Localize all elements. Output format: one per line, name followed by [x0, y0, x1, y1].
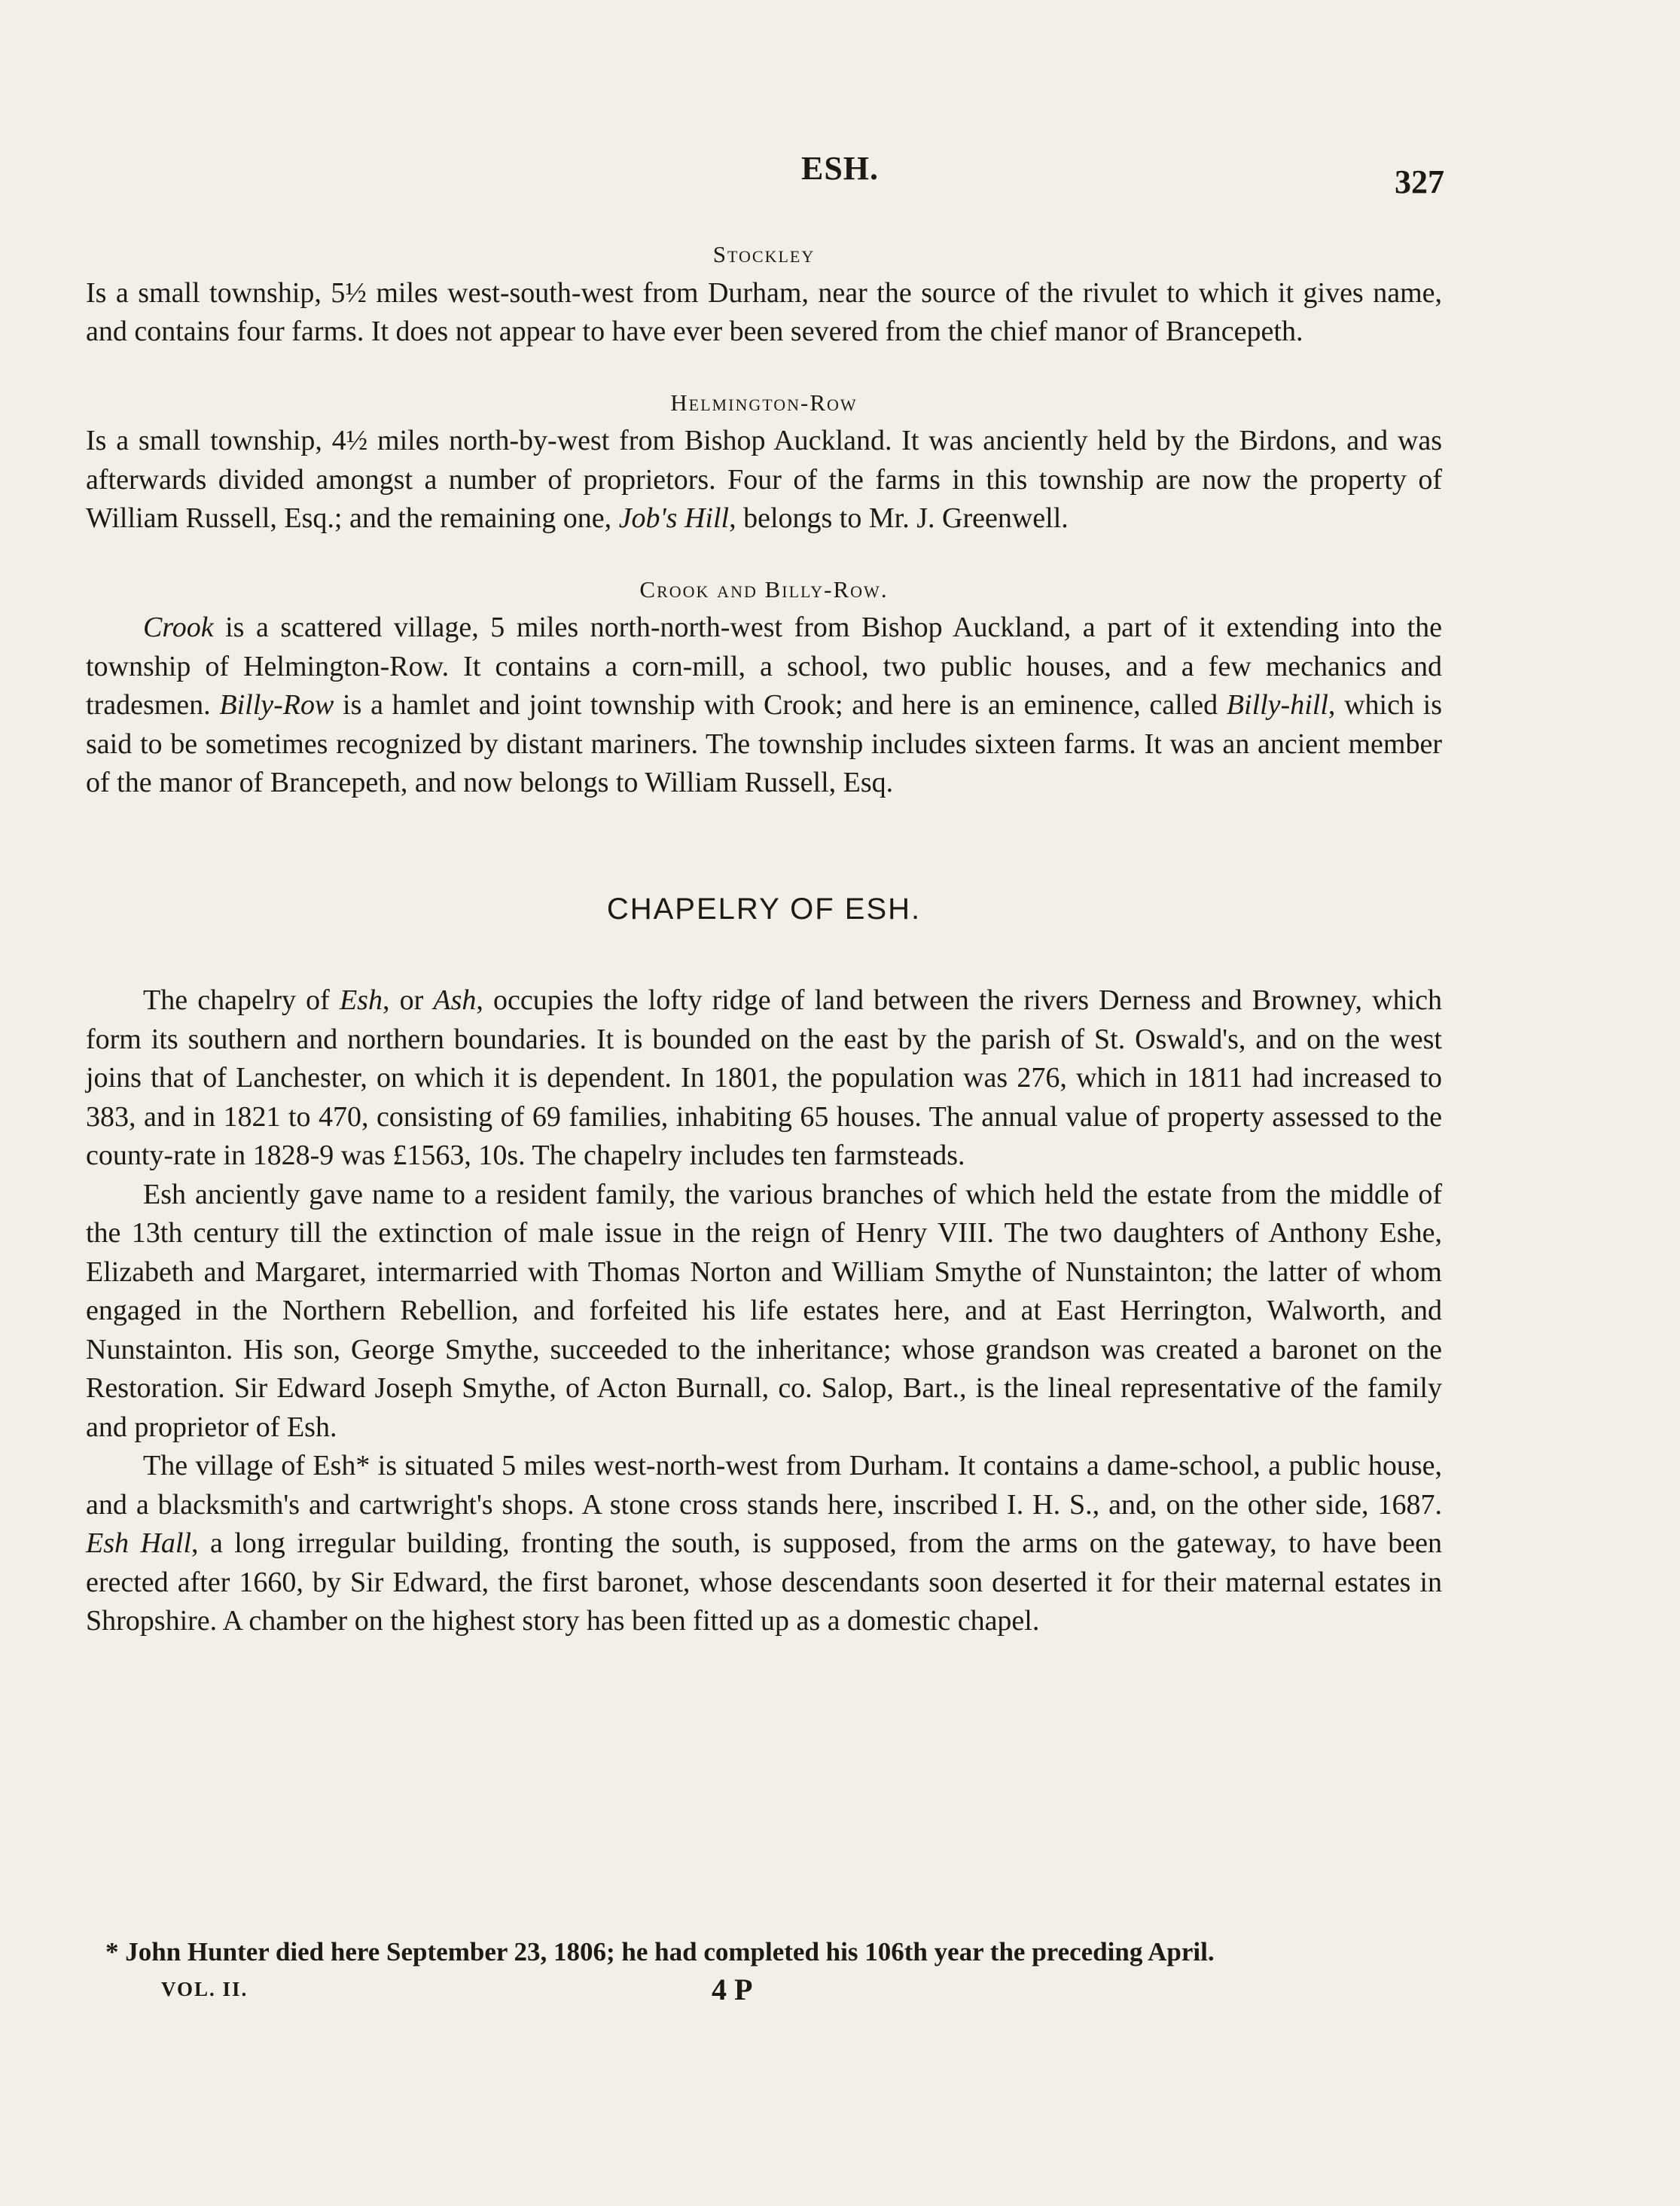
place-name-esh-hall: Esh Hall [86, 1527, 191, 1559]
paragraph-chapelry-1: The chapelry of Esh, or Ash, occupies the lofty ridge of land between the rivers Derness and Browney, which form its southern and northern boundaries. It is bounded on the east by the parish of St. Oswald's, and on the west joins that of Lanchester, on which it is dependent. In 1801, the population was 276, which in 1811 had increased to 383, and in 1821 to 470, consisting of 69 families, inhabiting 65 houses. The annual value of property assessed to the county-rate in 1828-9 was £1563, 10s. The chapelry includes ten farmsteads. [86, 984, 1443, 1171]
signature-mark: 4 P [712, 1973, 753, 2006]
section-title-helmington-row: Helmington-Row [670, 389, 858, 416]
spacer [86, 539, 1442, 570]
section-title-stockley: Stockley [712, 241, 816, 267]
place-name-billy-hill: Billy-hill [1226, 689, 1328, 721]
section-title-crook: Crook and Billy-Row. [639, 575, 889, 603]
place-name-billy-row: Billy-Row [219, 689, 334, 721]
footnote: * John Hunter died here September 23, 1806; he had completed his 106th year the preceding April. [105, 1937, 1215, 1966]
running-title: ESH. [800, 150, 880, 187]
page-body [86, 235, 1442, 1641]
paragraph-chapelry-3: The village of Esh* is situated 5 miles west-north-west from Durham. It contains a dame-school, a public house, and a blacksmith's and cartwright's shops. A stone cross stands here, inscribed I. H. S., and, on the other side, 1687. Esh Hall, a long irregular building, fronting the south, is supposed, from the arms on the gateway, to have been erected after 1660, by Sir Edward, the first baronet, whose descendants soon deserted it for their maternal estates in Shropshire. A chamber on the highest story has been fitted up as a domestic chapel. [86, 1450, 1442, 1637]
volume-label: VOL. II. [161, 1978, 248, 2000]
paragraph-helmington-row: Is a small township, 4½ miles north-by-west from Bishop Auckland. It was anciently held by the Birdons, and was afterwards divided amongst a number of proprietors. Four of the farms in this township are now the property of William Russell, Esq.; and the remaining one, Job's Hill, belongs to Mr. J. Greenwell. [86, 425, 1442, 534]
spacer [86, 929, 1442, 981]
place-name-crook: Crook [143, 612, 214, 643]
paragraph-crook: Crook is a scattered village, 5 miles north-north-west from Bishop Auckland, a part of it extending into the township of Helmington-Row. It contains a corn-mill, a school, two public houses, and a few mechanics and tradesmen. Billy-Row is a hamlet and joint township with Crook; and here is an eminence, called Billy-hill, which is said to be sometimes recognized by distant mariners. The township includes sixteen farms. It was an ancient member of the manor of Brancepeth, and now belongs to William Russell, Esq. [86, 612, 1442, 798]
spacer [86, 352, 1442, 383]
spacer [86, 803, 1442, 890]
place-name-esh: Esh [339, 984, 383, 1016]
page-number: 327 [1395, 163, 1444, 200]
paragraph-chapelry-2: Esh anciently gave name to a resident family, the various branches of which held the estate from the middle of the 13th century till the extinction of male issue in the reign of Henry VIII. The two daughters of Anthony Eshe, Elizabeth and Margaret, intermarried with Thomas Norton and William Smythe of Nunstainton; the latter of whom engaged in the Northern Rebellion, and forfeited his life estates here, and at East Herrington, Walworth, and Nunstainton. His son, George Smythe, succeeded to the inheritance; whose grandson was created a baronet on the Restoration. Sir Edward Joseph Smythe, of Acton Burnall, co. Salop, Bart., is the lineal representative of the family and proprietor of Esh. [86, 1178, 1442, 1443]
chapter-title: CHAPELRY OF ESH. [606, 892, 922, 926]
paragraph-stockley: Is a small township, 5½ miles west-south-west from Durham, near the source of the rivulet to which it gives name, and contains four farms. It does not appear to have ever been severed from the chief manor of Brancepeth. [86, 276, 1442, 347]
place-name-jobs-hill: Job's Hill [618, 502, 730, 534]
place-name-ash: Ash [433, 984, 477, 1016]
